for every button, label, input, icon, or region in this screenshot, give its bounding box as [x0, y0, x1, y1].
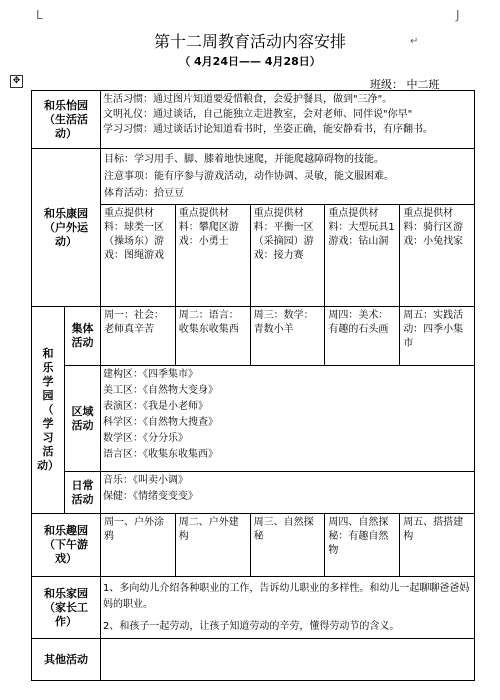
life-content: [101, 91, 475, 149]
outdoor-zone: 重点提供材料：大型玩具1游戏：钻山洞: [325, 205, 400, 306]
paragraph-mark: ↵: [410, 36, 419, 47]
area-line: 语言区：《收集东收集西》: [103, 449, 218, 460]
page-title: 第十二周教育活动内容安排: [153, 32, 346, 51]
games-day: 周一、户外涂鸦: [101, 514, 176, 576]
group-activity-label: 集体 活动: [65, 307, 101, 366]
group-day: 周三：数学：青数小羊: [251, 307, 326, 365]
daily-activity-content: [101, 472, 475, 514]
corner-mark-top-right: J: [456, 8, 460, 22]
daily-activity-label: 日常 活动: [65, 472, 101, 514]
other-label: 其他活动: [32, 639, 101, 681]
group-day: 周二：语言：收集东收集西: [176, 307, 251, 365]
family-line: 1、多向幼儿介绍各种职业的工作，告诉幼儿职业的多样性。和幼儿一起聊聊爸爸妈妈的职业。: [103, 583, 470, 610]
daily-line: 保健：《情绪变变变》: [103, 491, 198, 502]
area-activity-content: [101, 366, 475, 472]
life-row: [32, 91, 475, 149]
outdoor-zone: 重点提供材料：攀爬区游戏：小勇士: [176, 205, 251, 306]
games-day: 周二、户外建构: [176, 514, 251, 576]
learning-label: 和 乐 学 园 （ 学 习 活 动）: [32, 307, 65, 514]
life-line: 生活习惯：通过图片知道要爱惜粮食，会爱护餐具，做到"三净"。: [103, 94, 393, 105]
schedule-table: [31, 90, 475, 681]
area-line: 美工区：《自然物大变身》: [103, 385, 218, 396]
outdoor-line: 体育活动：拾豆豆: [104, 188, 184, 199]
other-content: [101, 639, 475, 681]
learning-area-row: [32, 366, 475, 472]
games-day: 周三、自然探秘: [251, 514, 326, 576]
family-row: [32, 577, 475, 639]
group-activity-content: [101, 307, 475, 366]
outdoor-zone: 重点提供材料：骑行区游戏：小兔找家: [403, 208, 464, 247]
table-move-handle-icon[interactable]: ✥: [10, 75, 23, 88]
learning-daily-row: [32, 472, 475, 514]
outdoor-row: [32, 149, 475, 307]
area-line: 表演区：《我是小老师》: [103, 401, 208, 412]
games-day: 周四、自然探秘：有趣自然物: [325, 514, 400, 576]
family-content: [101, 577, 475, 639]
games-day: 周五、搭搭建构: [403, 517, 464, 542]
corner-mark-top-left: L: [36, 8, 43, 22]
group-day: 周四：美术：有趣的石头画: [325, 307, 400, 365]
date-range: （ 4月24日—— 4月28日）: [179, 55, 321, 68]
outdoor-line: 注意事项：能有序参与游戏活动，动作协调、灵敏，能文服困难。: [104, 171, 394, 182]
area-line: 数学区：《分分乐》: [103, 433, 188, 444]
other-row: [32, 639, 475, 681]
life-label: 和乐怡园 （生活活 动）: [32, 91, 101, 149]
group-day: 周五：实践活动：四季小集市: [403, 310, 464, 349]
daily-line: 音乐：《叫卖小调》: [103, 475, 188, 486]
outdoor-zone: 重点提供材料：球类一区（操场东）游戏：图绳游戏: [101, 205, 176, 306]
area-activity-label: 区域 活动: [65, 366, 101, 472]
games-content: [101, 514, 475, 577]
learning-group-row: [32, 307, 475, 366]
family-line: 2、和孩子一起劳动，让孩子知道劳动的辛劳，懂得劳动节的含义。: [103, 621, 400, 632]
outdoor-label: 和乐康园 （户外运 动）: [32, 149, 101, 307]
area-line: 科学区：《自然物大搜查》: [103, 417, 218, 428]
outdoor-content: [101, 149, 475, 307]
area-line: 建构区：《四季集市》: [103, 369, 198, 380]
family-label: 和乐家园 （家长工 作）: [32, 577, 101, 639]
group-day: 周一：社会：老师真辛苦: [101, 307, 176, 365]
life-line: 学习习惯：通过谈话讨论知道看书时，坐姿正确，能安静看书，有序翻书。: [103, 124, 433, 135]
games-label: 和乐趣园 （下午游 戏）: [32, 514, 101, 577]
outdoor-zone: 重点提供材料：平衡一区（采摘园）游戏：接力赛: [251, 205, 326, 306]
outdoor-line: 目标：学习用手、脚、膝着地快速爬，并能爬越障碍物的技能。: [104, 154, 384, 165]
class-label: 班级： 中二班: [370, 78, 440, 91]
games-row: [32, 514, 475, 577]
life-line: 文明礼仪：通过谈话，自己能独立走进教室，会对老师、同伴说"你早": [103, 109, 413, 120]
